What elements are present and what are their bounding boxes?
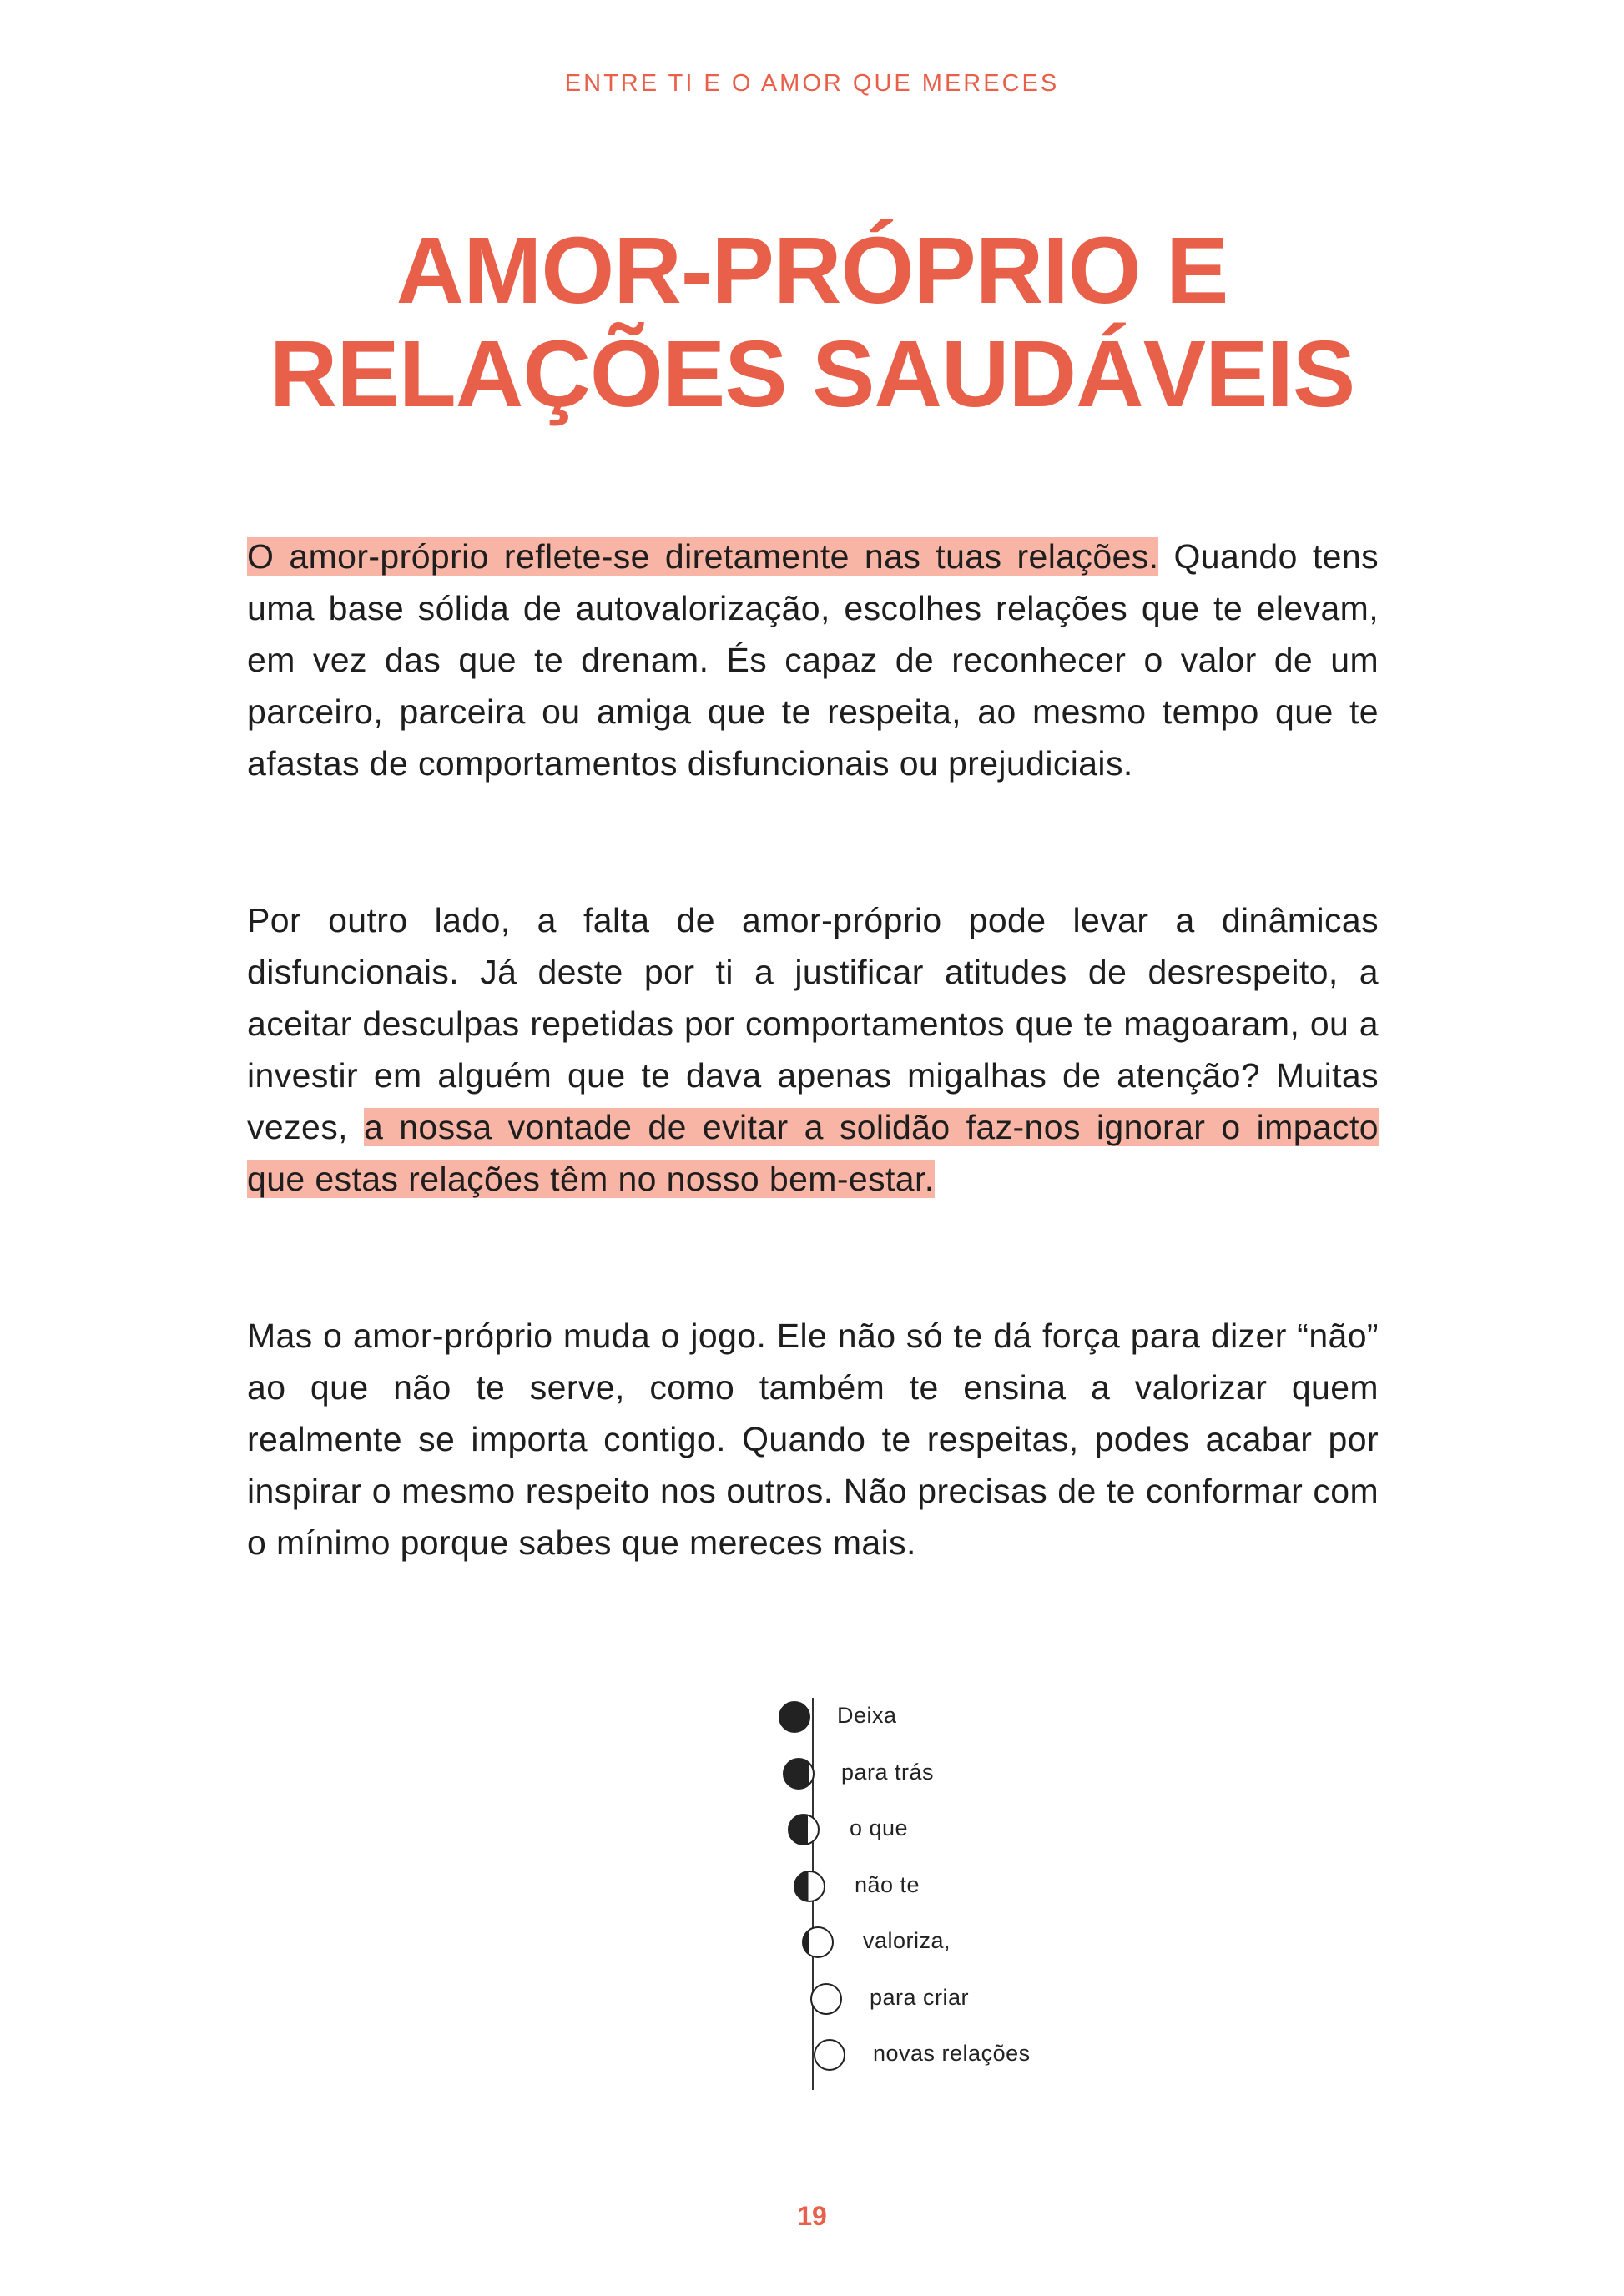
timeline-dot bbox=[802, 1926, 834, 1958]
timeline-label: não te bbox=[855, 1871, 920, 1897]
paragraph-2 bbox=[247, 894, 1379, 1205]
paragraph-text: Quando tens uma base sólida de autovalorização, escolhes relações que te elevam, em vez das que te drenam. És capaz de reconhecer o valor de um parceiro, parceira ou amiga que te respeita, ao mesmo tempo que te afastas de comportamentos disfuncionais ou prejudiciais. bbox=[247, 537, 1379, 783]
timeline-dot bbox=[783, 1758, 815, 1790]
timeline-line bbox=[812, 1698, 814, 2090]
timeline-dot bbox=[794, 1871, 825, 1902]
timeline-label: novas relações bbox=[873, 2041, 1031, 2066]
title-line-1: AMOR-PRÓPRIO E bbox=[396, 218, 1228, 323]
title-line-2: RELAÇÕES SAUDÁVEIS bbox=[269, 321, 1355, 426]
timeline-label: Deixa bbox=[837, 1703, 897, 1728]
timeline-label: o que bbox=[850, 1815, 909, 1840]
highlighted-text: O amor-próprio reflete-se diretamente nas tuas relações. bbox=[247, 537, 1159, 576]
timeline-dot bbox=[788, 1814, 820, 1845]
paragraph-text: Por outro lado, a falta de amor-próprio pode levar a dinâmicas disfuncionais. Já deste por ti a justificar atitudes de desrespeito, a aceitar desculpas repetidas por comportamentos que te magoaram, ou a investir em alguém que te dava apenas migalhas de atenção? Muitas vezes, bbox=[247, 901, 1379, 1146]
timeline-dot bbox=[779, 1701, 810, 1733]
timeline-label: para criar bbox=[870, 1984, 970, 2010]
paragraph-1 bbox=[247, 531, 1379, 789]
running-header: ENTRE TI E O AMOR QUE MERECES bbox=[564, 70, 1060, 97]
timeline-dot bbox=[814, 2039, 845, 2071]
paragraph-3: Mas o amor-próprio muda o jogo. Ele não só te dá força para dizer “não” ao que não te serve, como também te ensina a valorizar quem realmente se importa contigo. Quando te respeitas, podes acabar por inspirar o mesmo respeito nos outros. Não precisas de te conformar com o mínimo porque sabes que mereces mais. bbox=[247, 1317, 1379, 1562]
page-title bbox=[0, 219, 1624, 425]
timeline-label: valoriza, bbox=[863, 1928, 951, 1953]
page-number: 19 bbox=[797, 2201, 827, 2231]
timeline-dot bbox=[810, 1983, 842, 2015]
highlighted-text: a nossa vontade de evitar a solidão faz-nos ignorar o impacto que estas relações têm no nosso bem-estar. bbox=[247, 1108, 1379, 1198]
timeline-label: para trás bbox=[841, 1759, 935, 1785]
